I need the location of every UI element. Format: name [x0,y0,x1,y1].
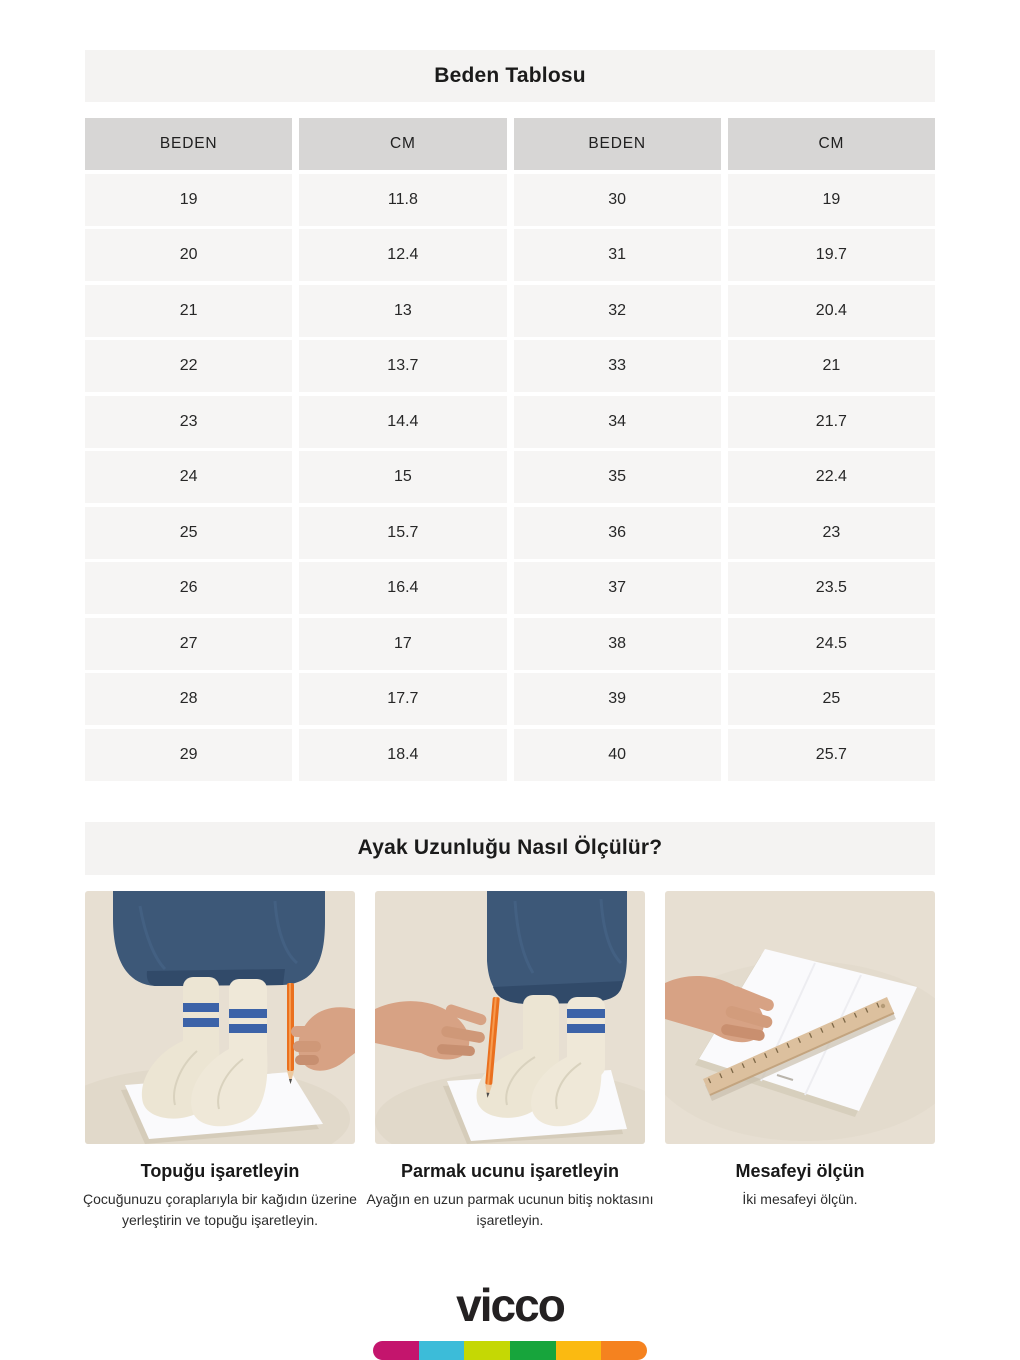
instruction-description: Çocuğunuzu çoraplarıyla bir kağıdın üzerine yerleştirin ve topuğu işaretleyin. [83,1190,357,1228]
stripe-segment [601,1341,647,1360]
size-cell: 21 [85,285,292,337]
size-cell: 39 [514,673,721,725]
size-table [85,118,935,781]
size-cell: 28 [85,673,292,725]
instruction-description: Ayağın en uzun parmak ucunun bitiş noktasını işaretleyin. [366,1190,654,1228]
size-cell: 35 [514,451,721,503]
size-cell: 37 [514,562,721,614]
stripe-segment [510,1341,556,1360]
size-cell: 23.5 [728,562,935,614]
size-cell: 19 [85,174,292,226]
size-cell: 23 [728,507,935,559]
size-cell: 17.7 [299,673,506,725]
size-cell: 30 [514,174,721,226]
stripe-segment [419,1341,465,1360]
size-cell: 16.4 [299,562,506,614]
size-cell: 25 [728,673,935,725]
size-cell: 24 [85,451,292,503]
size-cell: 14.4 [299,396,506,448]
measure-distance-photo [665,891,935,1144]
size-cell: 23 [85,396,292,448]
size-cell: 19 [728,174,935,226]
brand-stripe [373,1341,647,1360]
size-cell: 22.4 [728,451,935,503]
jeans [113,891,325,986]
stripe-segment [464,1341,510,1360]
size-table-header: CM [728,118,935,170]
size-cell: 13.7 [299,340,506,392]
size-cell: 15.7 [299,507,506,559]
size-cell: 36 [514,507,721,559]
vicco-logo: vicco [456,1279,564,1331]
instruction-title: Topuğu işaretleyin [140,1160,300,1181]
measure-section-title-bar [85,822,935,875]
size-cell: 20.4 [728,285,935,337]
size-table-header: BEDEN [514,118,721,170]
instruction-card-heel [85,891,355,1231]
size-cell: 15 [299,451,506,503]
size-cell: 18.4 [299,729,506,781]
size-cell: 29 [85,729,292,781]
size-cell: 27 [85,618,292,670]
instruction-card-measure [665,891,935,1231]
size-cell: 21 [728,340,935,392]
size-table-header: BEDEN [85,118,292,170]
size-cell: 40 [514,729,721,781]
mark-toe-photo [375,891,645,1144]
size-cell: 21.7 [728,396,935,448]
size-cell: 25.7 [728,729,935,781]
mark-heel-photo [85,891,355,1144]
measure-section-title: Ayak Uzunluğu Nasıl Ölçülür? [357,836,663,859]
instruction-description: İki mesafeyi ölçün. [742,1190,858,1207]
size-cell: 38 [514,618,721,670]
size-cell: 12.4 [299,229,506,281]
size-cell: 34 [514,396,721,448]
brand-footer [0,1279,1020,1360]
size-cell: 11.8 [299,174,506,226]
stripe-segment [373,1341,419,1360]
size-table-header: CM [299,118,506,170]
instruction-title: Parmak ucunu işaretleyin [400,1160,620,1181]
size-cell: 31 [514,229,721,281]
size-cell: 19.7 [728,229,935,281]
instruction-cards [85,891,935,1231]
size-cell: 32 [514,285,721,337]
size-cell: 22 [85,340,292,392]
size-cell: 25 [85,507,292,559]
size-cell: 20 [85,229,292,281]
size-chart-title-bar [85,50,935,102]
size-cell: 17 [299,618,506,670]
size-cell: 24.5 [728,618,935,670]
size-chart-title: Beden Tablosu [434,64,586,87]
size-cell: 26 [85,562,292,614]
stripe-segment [556,1341,602,1360]
instruction-title: Mesafeyi ölçün [735,1160,865,1181]
instruction-card-toe [366,891,654,1231]
size-cell: 13 [299,285,506,337]
size-cell: 33 [514,340,721,392]
